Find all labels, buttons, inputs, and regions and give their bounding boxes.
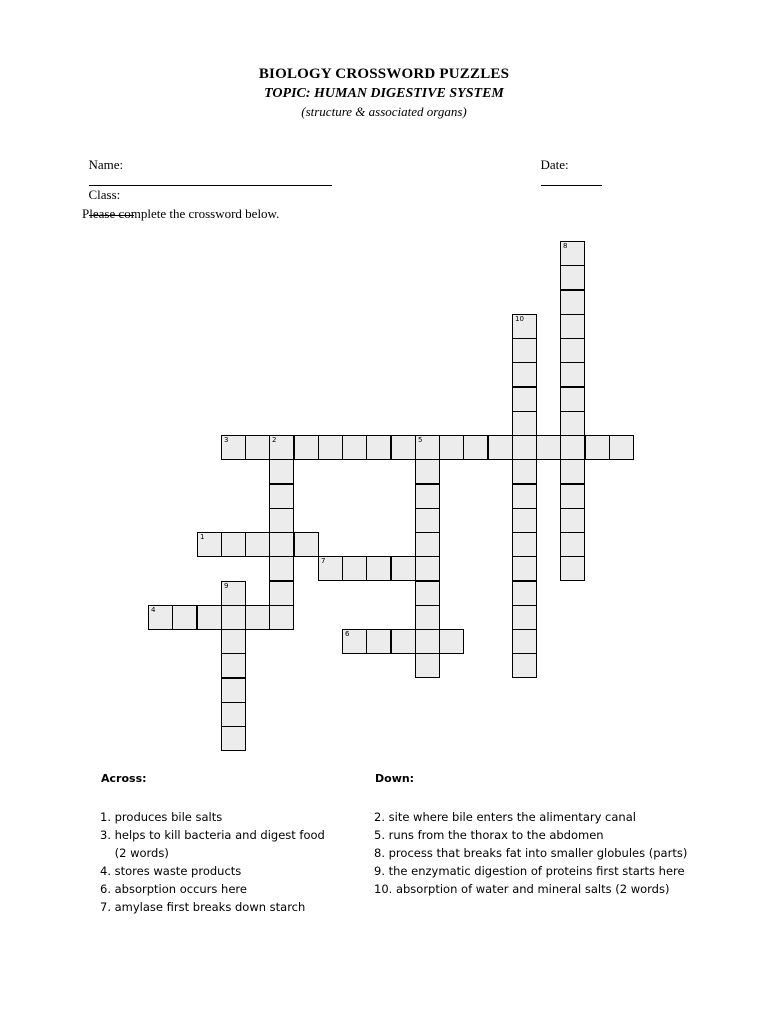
crossword-cell[interactable] <box>512 605 537 630</box>
crossword-cell[interactable] <box>488 435 513 460</box>
clue-number: 10 <box>515 315 524 323</box>
crossword-cell[interactable] <box>391 435 416 460</box>
crossword-cell[interactable] <box>197 605 222 630</box>
crossword-cell[interactable] <box>609 435 634 460</box>
crossword-cell[interactable] <box>512 581 537 606</box>
across-clue: (2 words) <box>100 846 169 860</box>
down-clue: 5. runs from the thorax to the abdomen <box>374 828 604 842</box>
clue-number: 5 <box>418 436 423 444</box>
crossword-cell[interactable] <box>415 556 440 581</box>
class-label: Class: <box>88 187 121 202</box>
name-label: Name: <box>88 157 124 172</box>
crossword-cell[interactable] <box>560 338 585 363</box>
crossword-cell[interactable] <box>560 532 585 557</box>
crossword-cell[interactable] <box>197 532 222 557</box>
crossword-cell[interactable] <box>342 435 367 460</box>
crossword-cell[interactable] <box>560 362 585 387</box>
crossword-cell[interactable] <box>221 726 246 751</box>
crossword-cell[interactable] <box>221 532 246 557</box>
crossword-cell[interactable] <box>512 459 537 484</box>
crossword-cell[interactable] <box>342 556 367 581</box>
crossword-cell[interactable] <box>560 508 585 533</box>
across-clue: 1. produces bile salts <box>100 810 223 824</box>
crossword-cell[interactable] <box>560 484 585 509</box>
crossword-cell[interactable] <box>269 484 294 509</box>
crossword-cell[interactable] <box>512 556 537 581</box>
crossword-cell[interactable] <box>148 605 173 630</box>
crossword-cell[interactable] <box>294 532 319 557</box>
crossword-cell[interactable] <box>512 314 537 339</box>
crossword-cell[interactable] <box>269 556 294 581</box>
crossword-cell[interactable] <box>512 532 537 557</box>
crossword-cell[interactable] <box>172 605 197 630</box>
crossword-cell[interactable] <box>560 290 585 315</box>
crossword-cell[interactable] <box>391 629 416 654</box>
crossword-cell[interactable] <box>221 435 246 460</box>
crossword-cell[interactable] <box>269 605 294 630</box>
crossword-cell[interactable] <box>366 556 391 581</box>
crossword-cell[interactable] <box>221 605 246 630</box>
clue-number: 7 <box>321 557 326 565</box>
crossword-cell[interactable] <box>512 411 537 436</box>
crossword-cell[interactable] <box>415 508 440 533</box>
crossword-cell[interactable] <box>391 556 416 581</box>
down-clue: 8. process that breaks fat into smaller globules (parts) <box>374 846 688 860</box>
worksheet-subtitle: (structure & associated organs) <box>301 104 467 119</box>
crossword-cell[interactable] <box>415 459 440 484</box>
crossword-cell[interactable] <box>245 605 270 630</box>
crossword-cell[interactable] <box>512 362 537 387</box>
crossword-cell[interactable] <box>560 459 585 484</box>
crossword-cell[interactable] <box>560 241 585 266</box>
crossword-cell[interactable] <box>415 581 440 606</box>
crossword-cell[interactable] <box>269 532 294 557</box>
crossword-cell[interactable] <box>221 653 246 678</box>
crossword-cell[interactable] <box>560 556 585 581</box>
crossword-cell[interactable] <box>560 411 585 436</box>
down-clue-list <box>374 808 687 898</box>
crossword-cell[interactable] <box>269 435 294 460</box>
crossword-cell[interactable] <box>415 653 440 678</box>
crossword-cell[interactable] <box>269 508 294 533</box>
crossword-cell[interactable] <box>415 532 440 557</box>
crossword-cell[interactable] <box>560 314 585 339</box>
instruction-text: Please complete the crossword below. <box>82 206 280 221</box>
crossword-cell[interactable] <box>463 435 488 460</box>
across-heading: Across: <box>101 772 147 785</box>
across-clue-list <box>100 808 325 916</box>
crossword-cell[interactable] <box>439 629 464 654</box>
crossword-cell[interactable] <box>245 532 270 557</box>
crossword-cell[interactable] <box>221 702 246 727</box>
crossword-cell[interactable] <box>269 581 294 606</box>
worksheet-title: BIOLOGY CROSSWORD PUZZLES <box>258 66 510 82</box>
across-clue: 3. helps to kill bacteria and digest food <box>100 828 325 842</box>
crossword-cell[interactable] <box>221 678 246 703</box>
date-line[interactable] <box>541 173 602 186</box>
crossword-cell[interactable] <box>439 435 464 460</box>
crossword-cell[interactable] <box>294 435 319 460</box>
crossword-cell[interactable] <box>221 581 246 606</box>
clue-number: 1 <box>200 533 205 541</box>
crossword-cell[interactable] <box>415 435 440 460</box>
crossword-cell[interactable] <box>318 435 343 460</box>
crossword-cell[interactable] <box>560 435 585 460</box>
crossword-cell[interactable] <box>318 556 343 581</box>
crossword-cell[interactable] <box>560 265 585 290</box>
crossword-cell[interactable] <box>269 459 294 484</box>
crossword-cell[interactable] <box>560 387 585 412</box>
across-clue: 6. absorption occurs here <box>100 882 247 896</box>
crossword-cell[interactable] <box>245 435 270 460</box>
crossword-cell[interactable] <box>512 653 537 678</box>
down-clue: 2. site where bile enters the alimentary canal <box>374 810 636 824</box>
date-field[interactable] <box>534 141 602 190</box>
down-clue: 10. absorption of water and mineral salts (2 words) <box>374 882 670 896</box>
down-clue: 9. the enzymatic digestion of proteins first starts here <box>374 864 685 878</box>
worksheet-topic: TOPIC: HUMAN DIGESTIVE SYSTEM <box>264 86 504 101</box>
crossword-cell[interactable] <box>536 435 561 460</box>
crossword-cell[interactable] <box>366 435 391 460</box>
date-label: Date: <box>540 157 569 172</box>
clue-number: 9 <box>224 582 229 590</box>
crossword-cell[interactable] <box>415 629 440 654</box>
crossword-cell[interactable] <box>585 435 610 460</box>
clue-number: 8 <box>563 242 568 250</box>
crossword-cell[interactable] <box>342 629 367 654</box>
crossword-cell[interactable] <box>512 508 537 533</box>
crossword-cell[interactable] <box>512 387 537 412</box>
crossword-cell[interactable] <box>415 484 440 509</box>
crossword-cell[interactable] <box>512 484 537 509</box>
clue-number: 2 <box>272 436 277 444</box>
clue-number: 4 <box>151 606 156 614</box>
crossword-cell[interactable] <box>415 605 440 630</box>
crossword-cell[interactable] <box>221 629 246 654</box>
across-clue: 4. stores waste products <box>100 864 242 878</box>
crossword-cell[interactable] <box>512 435 537 460</box>
crossword-cell[interactable] <box>512 338 537 363</box>
crossword-cell[interactable] <box>366 629 391 654</box>
clue-number: 6 <box>345 630 350 638</box>
crossword-cell[interactable] <box>512 629 537 654</box>
across-clue: 7. amylase first breaks down starch <box>100 900 306 914</box>
down-heading: Down: <box>375 772 415 785</box>
clue-number: 3 <box>224 436 229 444</box>
